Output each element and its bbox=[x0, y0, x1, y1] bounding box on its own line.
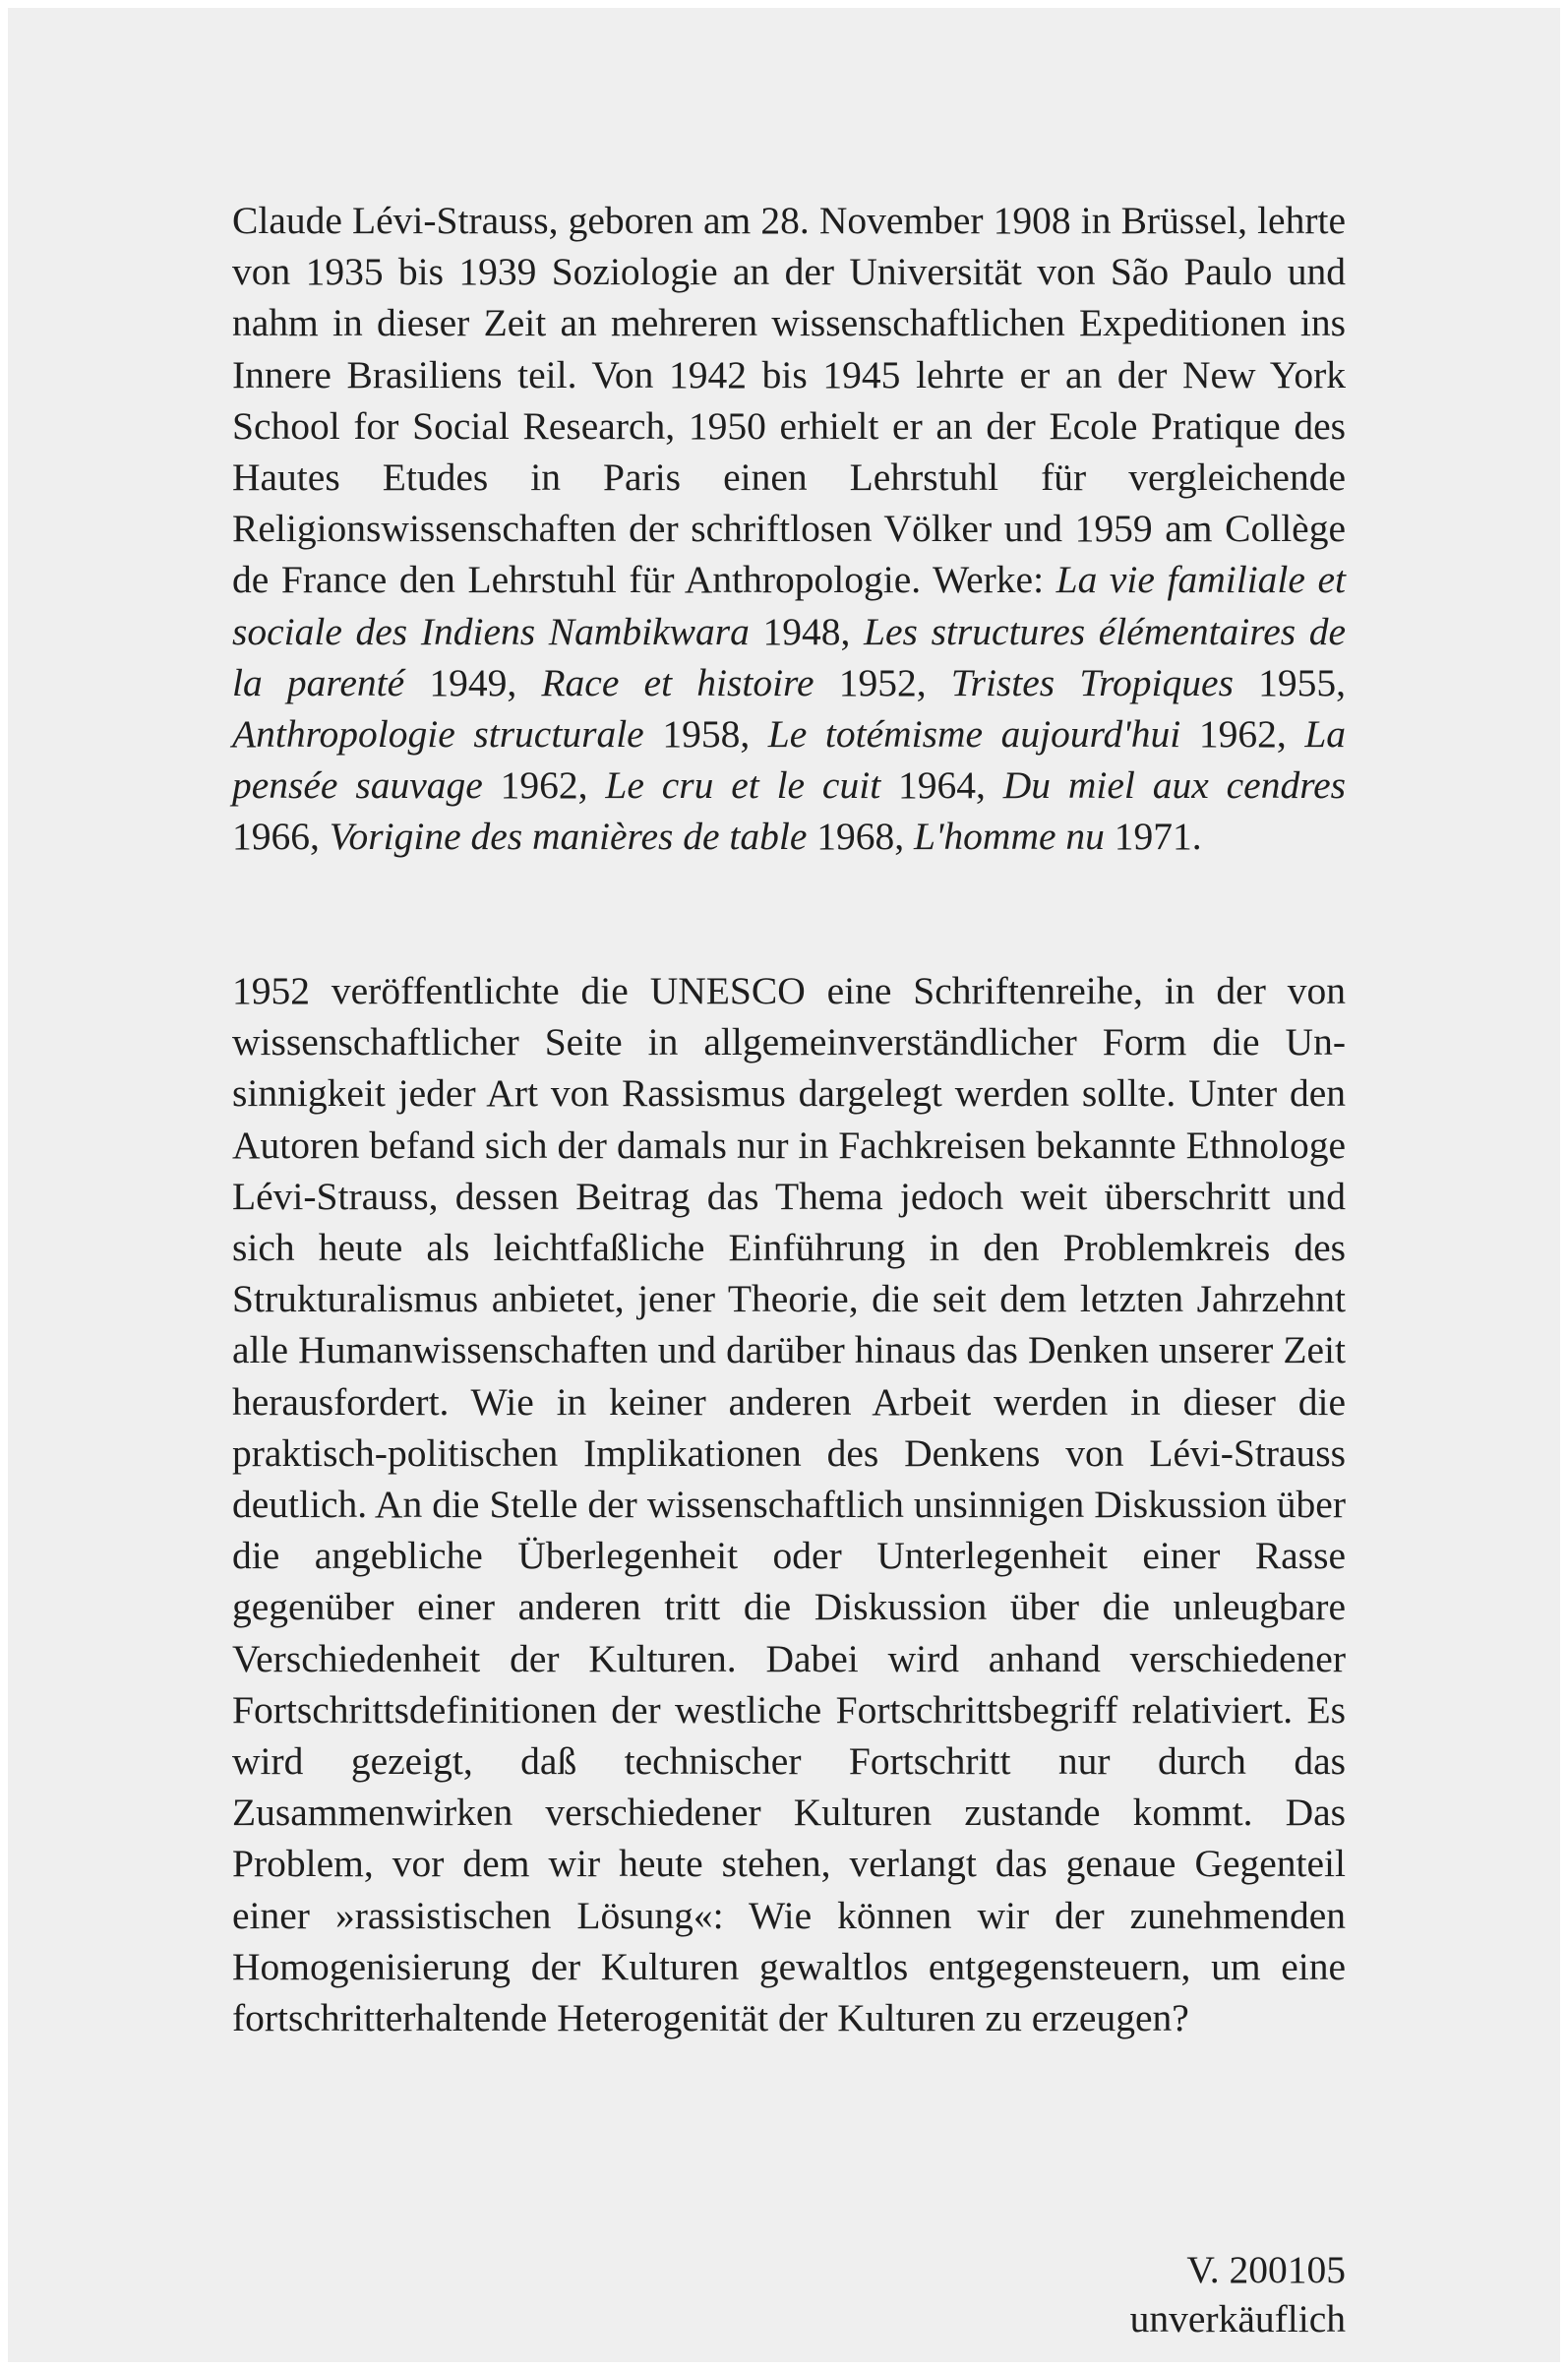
works-label: Werke: bbox=[932, 558, 1045, 602]
work-year: 1952, bbox=[838, 660, 927, 704]
work-title: La pensée sauvage bbox=[232, 712, 1347, 808]
work-year: 1958, bbox=[662, 712, 751, 757]
work-title: Du miel aux cendres bbox=[1002, 763, 1347, 808]
work-title: L'homme nu bbox=[914, 815, 1105, 859]
work-year: 1971. bbox=[1114, 815, 1202, 859]
not-for-sale-note: unverkäuflich bbox=[1129, 2297, 1346, 2340]
work-title: Le totémisme aujourd'hui bbox=[767, 712, 1181, 757]
work-title: Le cru et le cuit bbox=[605, 763, 881, 808]
work-year: 1955, bbox=[1258, 660, 1347, 704]
work-year: 1962, bbox=[1198, 712, 1287, 757]
work-title: Anthropologie structurale bbox=[232, 712, 644, 757]
book-description: 1952 veröffentlichte die UNESCO eine Schriftenreihe, in der von wissenschaftlicher Seite in allgemeinverständlicher Form die Unsinnigkeit jeder Art von Rassismus dargelegt werden sollte. Unter den Autoren befand sich der damals nur in Fachkreisen bekannte Ethnologe Lévi-Strauss, dessen Beitrag das Thema jedoch weit überschritt und sich heute als leichtfaßliche Einführung in den Problemkreis des Strukturalismus anbietet, jener Theorie, die seit dem letzten Jahrzehnt alle Humanwissenschaften und darüber hinaus das Denken unserer Zeit herausfordert. Wie in keiner anderen Arbeit werden in dieser die praktisch-politischen Implikationen des Denkens von Lévi-Strauss deutlich. An die Stelle der wissenschaftlich unsinnigen Diskussion über die angebliche Überlegenheit oder Unterlegenheit einer Rasse gegenüber einer anderen tritt die Diskussion über die unleugbare Verschiedenheit der Kulturen. Dabei wird anhand verschiedener Fortschrittsdefinitionen der westliche Fortschrittsbegriff relativiert. Es wird gezeigt, daß technischer Fortschritt nur durch das Zusammenwirken verschiedener Kulturen zustande kommt. Das Problem, vor dem wir heute stehen, verlangt das genaue Gegenteil einer »rassistischen Lösung«: Wie können wir der zunehmenden Homogenisierung der Kulturen gewaltlos entgegensteuern, um eine fortschritterhaltende Heterogenität der Kulturen zu erzeugen? bbox=[232, 969, 1346, 2040]
edition-code: V. 200105 bbox=[1186, 2248, 1346, 2291]
work-title: Race et histoire bbox=[541, 660, 814, 704]
back-cover-page bbox=[8, 8, 1560, 2362]
footer bbox=[1130, 2245, 1346, 2343]
work-year: 1966, bbox=[232, 815, 320, 859]
work-title: Tristes Tropiques bbox=[950, 660, 1234, 704]
work-year: 1962, bbox=[500, 763, 588, 808]
work-year: 1964, bbox=[898, 763, 986, 808]
work-year: 1949, bbox=[429, 660, 517, 704]
author-biography bbox=[232, 195, 1346, 863]
biography-intro: Claude Lévi-Strauss, geboren am 28. November 1908 in Brüssel, lehrte von 1935 bis 1939 Soziologie an der Universität von São Paulo und nahm in dieser Zeit an mehreren wissenschaftlichen Expeditionen ins Innere Brasiliens teil. Von 1942 bis 1945 lehrte er an der New York School for Social Research, 1950 erhielt er an der Ecole Pratique des Hautes Etudes in Paris einen Lehrstuhl für vergleichende Religionswissenschaften der schriftlosen Völker und 1959 am Collège de France den Lehrstuhl für Anthropologie. bbox=[232, 199, 1346, 602]
work-title: Vorigine des manières de table bbox=[329, 815, 808, 859]
work-year: 1968, bbox=[816, 815, 905, 859]
work-title: Les structures élémentaires de la parenté bbox=[232, 609, 1347, 704]
work-title: La vie familiale et sociale des Indiens Nambikwara bbox=[232, 558, 1346, 653]
work-year: 1948, bbox=[762, 609, 851, 653]
